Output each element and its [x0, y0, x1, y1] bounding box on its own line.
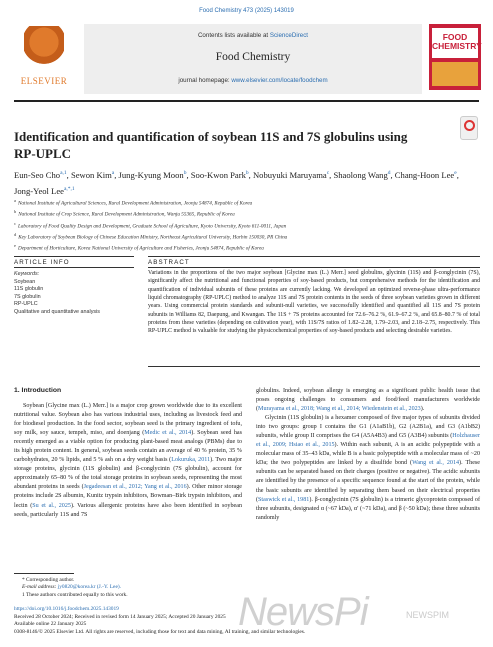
email-link[interactable]: jy0820@korea.kr (J.-Y. Lee). — [57, 584, 121, 591]
author-list: Eun-Seo Cho$^{a,1}$, Sewon Kim$^a$, Jung-Kyung Moon$^b$, Soo-Kwon Park$^b$, Nobuyuki Maruyama$^c$, Shaolong Wang$^d$, Chang-Hoon Lee$^e$, Jong-Yeol Lee$^{a,*,1}$ — [14, 169, 459, 196]
article-info-heading: ARTICLE INFO — [14, 259, 70, 266]
author-name-text: Sewon Kim — [70, 169, 112, 180]
author-name[interactable] — [14, 170, 67, 180]
abstract-rule — [148, 256, 480, 257]
affiliation-label: b — [14, 209, 17, 215]
email-note — [14, 584, 242, 591]
corresponding-author-note: * Corresponding author. — [22, 577, 75, 583]
author-name-text: Chang-Hoon Lee — [394, 169, 455, 180]
watermark-small-text: NEWSPIM — [406, 610, 450, 620]
paragraph-text: ). Various allergenic proteins have also been identified in soybean seeds, particularly 11S and 7S — [14, 502, 242, 518]
affiliation-text: National Institute of Agricultural Sciences, Rural Development Administration, Jeonju 54874, Republic of Korea — [17, 200, 253, 207]
contents-line — [84, 32, 422, 39]
affiliation-item — [14, 242, 479, 253]
abstract-heading: ABSTRACT — [148, 259, 190, 266]
paragraph-text: ). These subunits can be separated based on their charges (positive or negative). The acidic subunits are identified by the presence of a specific sequence found at the start of the protein, while the basic subunits are identified by separating them based on their electrical properties ( — [256, 460, 480, 503]
citation-link[interactable]: Holzhauser et al., 2009; Hsiao et al., 2015 — [256, 433, 480, 449]
author-affiliation-marker[interactable]: d — [387, 170, 391, 176]
citation-link[interactable]: Wang et al., 2014 — [412, 460, 460, 467]
author-name-text: Shaolong Wang — [333, 169, 388, 180]
paragraph-text: Soybean [Glycine max (L.) Merr.] is a major crop grown worldwide due to its excellent nutritional value. Soybean also has various industrial uses, including as livestock feed and for biodiesel production. In the food sector, soybean seed is the primary ingredient of tofu, soy milk, soy sauce, tempeh, miso, and doenjang ( — [14, 403, 242, 437]
intro-heading: 1. Introduction — [14, 387, 62, 394]
citation-link[interactable]: Su et al., 2025 — [32, 502, 71, 509]
keyword-item: Soybean — [14, 278, 36, 285]
elsevier-tree-icon — [24, 26, 64, 72]
keyword-item: 11S globulin — [14, 286, 44, 293]
keywords-title: Keywords: — [14, 271, 40, 277]
intro-left-column — [14, 402, 242, 520]
citation-link[interactable]: Murayama et al., 2018; Wang et al., 2014; Wiedenstein et al., 2023 — [258, 406, 421, 413]
paragraph-text: ). Other minor storage proteins include 2S albumin, Kunitz trypsin inhibitors, Bowman–Birk trypsin inhibitors, and lectin ( — [14, 484, 242, 509]
affiliation-item — [14, 197, 479, 208]
affiliation-text: Laboratory of Food Quality Design and Development, Graduate School of Agriculture, Kyoto University, Kyoto 611-0011, Japan — [17, 223, 287, 230]
intro-right-column — [256, 387, 480, 523]
author-name[interactable] — [191, 170, 249, 180]
elsevier-wordmark: ELSEVIER — [20, 76, 68, 86]
footnote-rule — [14, 573, 74, 574]
affiliation-list — [14, 197, 479, 254]
affiliation-label: c — [14, 220, 16, 226]
author-affiliation-marker[interactable]: b — [245, 170, 249, 176]
author-name[interactable] — [395, 170, 457, 180]
intro-paragraph-1 — [14, 402, 242, 520]
received-dates: Received 28 October 2024; Received in revised form 14 January 2025; Accepted 20 January 2025 — [14, 613, 226, 620]
keywords-list — [14, 279, 134, 317]
citation-link[interactable]: Staswick et al., 1981 — [258, 496, 310, 503]
paragraph-text: ). — [420, 406, 425, 413]
affiliation-item — [14, 220, 479, 231]
email-label: E-mail address: — [22, 584, 58, 591]
affiliation-label: e — [14, 243, 16, 249]
homepage-line — [84, 77, 422, 84]
elsevier-logo[interactable] — [14, 24, 74, 90]
masthead-banner — [84, 24, 422, 94]
publication-info — [14, 606, 434, 636]
article-title: Identification and quantification of soybean 11S and 7S globulins using RP-UPLC — [14, 129, 408, 161]
journal-ref[interactable]: Food Chemistry 473 (2025) 143019 — [199, 8, 294, 14]
paragraph-text: ). Two major storage proteins, glycinin (11S globulin) and β-conglycinin (7S globulin), account for approximately 65–80 % of the total storage proteins in soybean seeds, representing the most abundant proteins in seeds ( — [14, 457, 243, 491]
contents-prefix: Contents lists available at — [197, 32, 270, 39]
sciencedirect-link[interactable]: ScienceDirect — [269, 32, 309, 39]
copyright-line: 0308-8146/© 2025 Elsevier Ltd. All rights are reserved, including those for text and data mining, AI training, and similar technologies. — [14, 628, 306, 635]
author-affiliation-marker[interactable]: a,*,1 — [63, 185, 75, 192]
cover-image — [432, 62, 478, 86]
author-affiliation-marker[interactable]: b — [183, 170, 187, 176]
paragraph-text: Glycinin (11S globulin) is a hexamer composed of five major types of subunits divided into two groups: group I contains the G1 (A1aB1b), G2 (A2B1a), and G3 (A1bB2) subunits, while group II comprises the G4 (A5A4B3) and G5 (A3B4) subunits ( — [256, 415, 480, 440]
affiliation-text: Department of Horticulture, Korea National University of Agriculture and Fisheries, Jeonju 54874, Republic of Korea — [17, 246, 264, 253]
paragraph-text: globulins. Indeed, soybean allergy is emerging as a significant public health issue that poses ongoing challenges to consumers and food/feed manufacturers worldwide ( — [256, 388, 480, 413]
author-name-text: Soo-Kwon Park — [190, 169, 246, 180]
footnotes — [14, 573, 242, 599]
abstract-text: Variations in the proportions of the two major soybean [Glycine max (L.) Merr.] seed globulins, glycinin (11S) and β-conglycinin (7S), significantly affect the nutritional and functional properties of soy-based products, but comprehensive methods for the identification and quantification of individual subunits of these proteins are currently lacking. We developed an optimized reverse-phase ultra-performance liquid chromatography (RP-UPLC) method to analyze 11S and 7S protein contents in the seeds of three soybean varieties grown in different years. Using commercial protein standards and subunit-null varieties, we successfully identified and quantified all 11S and 7S protein subunits in Williams 82, Daepung, and Kwangan. The 11S + 7S proteins accounted for 72.6–76.2 %, 61.9–67.2 %, and 65.8–80.7 % of total proteins from these varieties (depending on cultivation year), with 11S/7S ratios of 1.82–2.28, 1.79–2.03, and 2.18–2.75, respectively. This RP-UPLC method is valuable for studying the physicochemical properties of soy-based products and selecting desirable varieties. — [148, 270, 480, 335]
paragraph-text: ). Soybean seed has recently emerged as a viable option for producing plant-based meat analogs (PBMs) due to its high protein content. In general, soybean seeds contain an average of 40 % protein, 35 % carbohydrates, 20 % lipids, and 5 % ash on a dry weight basis ( — [14, 430, 243, 464]
affiliation-label: a — [14, 198, 16, 203]
keyword-item: 7S globulin — [14, 293, 41, 300]
keyword-item: Qualitative and quantitative analysis — [14, 308, 101, 315]
citation-link[interactable]: Lokuruka, 2011 — [171, 457, 211, 464]
keywords-block — [14, 271, 134, 317]
author-name-text: Nobuyuki Maruyama — [252, 169, 327, 180]
author-affiliation-marker[interactable]: a,1 — [60, 170, 67, 176]
header-rule — [14, 100, 479, 102]
affiliation-text: Key Laboratory of Soybean Biology of Chinese Education Ministry, Northeast Agricultural University, Harbin 150030, PR China — [18, 234, 288, 241]
citation-link[interactable]: Medic et al., 2014 — [144, 430, 192, 437]
paragraph-text: ). Within each subunit, A is an acidic polypeptide with a molecular mass of 35–43 kDa, while B is a basic polypeptide with a molecular mass of ~20 kDa; the two polypeptides are linked by a disulfide bond ( — [256, 442, 480, 467]
author-name-text: Jong-Yeol Lee — [14, 185, 64, 196]
author-affiliation-marker[interactable]: a — [111, 170, 115, 176]
homepage-prefix: journal homepage: — [178, 77, 232, 84]
affiliation-item — [14, 208, 479, 219]
updates-ring-icon — [464, 120, 475, 131]
author-name[interactable] — [253, 170, 329, 180]
intro-paragraph-2 — [256, 414, 480, 523]
masthead — [14, 24, 481, 96]
abstract-rule-lower — [148, 267, 480, 268]
watermark-large-text: NewsPi — [238, 590, 368, 634]
author-name[interactable] — [333, 170, 390, 180]
affiliation-label: d — [14, 231, 17, 237]
journal-cover[interactable] — [429, 24, 481, 90]
equal-contribution-note: 1 These authors contributed equally to this work. — [22, 591, 128, 598]
author-name[interactable] — [14, 186, 75, 196]
intro-paragraph-1-continued — [256, 387, 480, 414]
keyword-item: RP-UPLC — [14, 301, 38, 308]
author-name[interactable] — [119, 170, 187, 180]
author-name-text: Eun-Seo Cho — [14, 169, 61, 180]
cover-title: FOOD CHEMISTRY — [432, 28, 478, 58]
citation-link[interactable]: Jegadeesan et al., 2012; Yang et al., 2016 — [83, 484, 187, 491]
author-affiliation-marker[interactable]: c — [326, 170, 330, 176]
affiliation-item — [14, 231, 479, 242]
doi-link[interactable]: https://doi.org/10.1016/j.foodchem.2025.143019 — [14, 606, 119, 612]
journal-title: Food Chemistry — [215, 51, 291, 63]
available-online: Available online 22 January 2025 — [14, 621, 87, 628]
author-affiliation-marker[interactable]: e — [454, 170, 457, 176]
affiliation-text: National Institute of Crop Science, Rural Development Administration, Wanju 55365, Republic of Korea — [18, 212, 235, 219]
paragraph-text: ). β-conglycinin (7S globulin) is a trimeric glycoprotein composed of three subunits, designated α (~67 kDa), α′ (~71 kDa), and β (~50 kDa); these three subunits randomly — [256, 496, 480, 521]
homepage-link[interactable]: www.elsevier.com/locate/foodchem — [231, 77, 328, 84]
abstract-end-rule — [148, 366, 480, 367]
check-for-updates-icon[interactable] — [460, 116, 478, 140]
author-name[interactable] — [71, 170, 114, 180]
article-info-rule-lower — [14, 267, 134, 268]
article-info-rule — [14, 256, 134, 257]
author-name-text: Jung-Kyung Moon — [118, 169, 184, 180]
